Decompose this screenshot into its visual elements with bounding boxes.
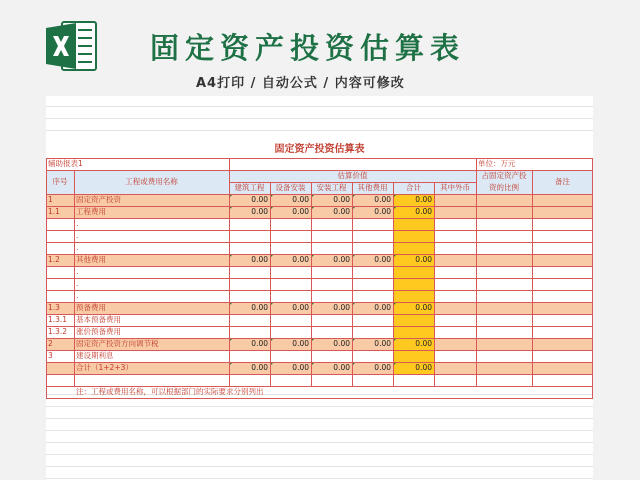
- row-seq: 1: [48, 195, 53, 205]
- value-cell[interactable]: [270, 350, 311, 362]
- grid-line: [46, 170, 593, 171]
- value-cell[interactable]: 0.00: [270, 254, 311, 266]
- spreadsheet[interactable]: [46, 96, 593, 480]
- row-seq: [46, 242, 74, 254]
- value-cell[interactable]: 0.00: [393, 206, 434, 218]
- grid-line: [46, 158, 593, 159]
- value-cell[interactable]: [229, 218, 270, 230]
- row-name[interactable]: .: [76, 219, 79, 229]
- header-equip: 设备安装: [275, 183, 306, 193]
- header-estimate: 估算价值: [337, 171, 368, 181]
- row-name[interactable]: 合计（1+2+3）: [76, 363, 133, 373]
- grid-line: [46, 278, 593, 279]
- value-cell[interactable]: 0.00: [393, 254, 434, 266]
- row-seq: [46, 230, 74, 242]
- value-cell[interactable]: 0.00: [352, 194, 393, 206]
- value-cell[interactable]: 0.00: [393, 338, 434, 350]
- grid-line: [229, 170, 230, 386]
- value-cell[interactable]: 0.00: [393, 194, 434, 206]
- value-cell[interactable]: [229, 230, 270, 242]
- value-cell[interactable]: 0.00: [393, 362, 434, 374]
- row-name[interactable]: 预备费用: [76, 303, 106, 313]
- row-name[interactable]: .: [76, 243, 79, 253]
- row-seq: 1.3: [48, 303, 60, 313]
- value-cell[interactable]: 0.00: [270, 338, 311, 350]
- form-number: 辅助报表1: [48, 159, 83, 169]
- value-cell[interactable]: [352, 242, 393, 254]
- table-note: 注：工程或费用名称，可以根据部门的实际要求分别列出: [76, 387, 264, 397]
- header-name: 工程或费用名称: [125, 177, 178, 187]
- grid-line: [434, 182, 435, 386]
- value-cell[interactable]: [311, 266, 352, 278]
- grid-line: [46, 350, 593, 351]
- page-subtitle: A4打印 / 自动公式 / 内容可修改: [196, 76, 405, 91]
- row-name[interactable]: 建设期利息: [76, 351, 114, 361]
- grid-line: [46, 158, 47, 398]
- value-cell[interactable]: 0.00: [229, 206, 270, 218]
- value-cell[interactable]: [229, 266, 270, 278]
- grid-line: [46, 398, 593, 399]
- grid-line: [46, 230, 593, 231]
- grid-line: [46, 442, 593, 443]
- row-name[interactable]: 工程费用: [76, 207, 106, 217]
- value-cell[interactable]: [311, 350, 352, 362]
- grid-line: [46, 290, 593, 291]
- value-cell[interactable]: 0.00: [311, 194, 352, 206]
- grid-line: [46, 106, 593, 107]
- value-cell[interactable]: 0.00: [352, 254, 393, 266]
- row-seq: 2: [48, 339, 53, 349]
- grid-line: [46, 338, 593, 339]
- row-seq: 3: [48, 351, 53, 361]
- value-cell[interactable]: 0.00: [229, 302, 270, 314]
- value-cell[interactable]: [270, 230, 311, 242]
- row-seq: [46, 362, 74, 374]
- grid-line: [46, 430, 593, 431]
- value-cell[interactable]: [393, 326, 434, 338]
- value-cell[interactable]: [352, 314, 393, 326]
- grid-line: [46, 266, 593, 267]
- value-cell[interactable]: [270, 314, 311, 326]
- grid-line: [352, 182, 353, 386]
- header-install: 安装工程: [316, 183, 347, 193]
- value-cell[interactable]: 0.00: [352, 302, 393, 314]
- header-total: 合计: [406, 183, 421, 193]
- value-cell[interactable]: [229, 242, 270, 254]
- row-name[interactable]: 固定资产投资: [76, 195, 121, 205]
- grid-line: [476, 170, 477, 386]
- value-cell[interactable]: [393, 242, 434, 254]
- unit-label: 单位：万元: [478, 159, 516, 169]
- row-seq: [46, 278, 74, 290]
- value-cell[interactable]: [311, 278, 352, 290]
- value-cell[interactable]: 0.00: [229, 194, 270, 206]
- grid-line: [476, 158, 477, 170]
- grid-line: [46, 454, 593, 455]
- header-other: 其他费用: [357, 183, 388, 193]
- grid-line: [311, 182, 312, 386]
- value-cell[interactable]: [270, 218, 311, 230]
- value-cell[interactable]: [229, 350, 270, 362]
- grid-line: [46, 194, 593, 195]
- value-cell[interactable]: [393, 278, 434, 290]
- value-cell[interactable]: [311, 326, 352, 338]
- grid-line: [46, 130, 593, 131]
- value-cell[interactable]: 0.00: [311, 254, 352, 266]
- value-cell[interactable]: 0.00: [311, 362, 352, 374]
- value-cell[interactable]: 0.00: [270, 362, 311, 374]
- grid-line: [270, 182, 271, 386]
- grid-line: [46, 302, 593, 303]
- row-seq: 1.2: [48, 255, 60, 265]
- value-cell[interactable]: 0.00: [229, 338, 270, 350]
- header-build: 建筑工程: [234, 183, 265, 193]
- header-seq: 序号: [52, 177, 68, 187]
- row-seq: 1.3.2: [48, 327, 68, 337]
- header-foreign: 其中外币: [440, 183, 470, 193]
- row-name[interactable]: .: [76, 291, 79, 301]
- value-cell[interactable]: [393, 218, 434, 230]
- grid-line: [46, 118, 593, 119]
- value-cell[interactable]: [229, 314, 270, 326]
- header-ratio: 占固定资产投资的比例: [481, 171, 527, 192]
- grid-line: [46, 314, 593, 315]
- value-cell[interactable]: 0.00: [270, 302, 311, 314]
- grid-line: [46, 218, 593, 219]
- grid-line: [46, 406, 593, 407]
- value-cell[interactable]: [393, 314, 434, 326]
- row-seq: [46, 218, 74, 230]
- row-seq: 1.3.1: [48, 315, 68, 325]
- value-cell[interactable]: [270, 278, 311, 290]
- grid-line: [46, 254, 593, 255]
- value-cell[interactable]: 0.00: [270, 206, 311, 218]
- grid-line: [532, 170, 533, 386]
- value-cell[interactable]: 0.00: [270, 194, 311, 206]
- grid-line: [46, 326, 593, 327]
- grid-line: [46, 206, 593, 207]
- row-name[interactable]: 其他费用: [76, 255, 106, 265]
- value-cell[interactable]: 0.00: [229, 362, 270, 374]
- value-cell[interactable]: [352, 278, 393, 290]
- value-cell[interactable]: [270, 242, 311, 254]
- header-remark: 备注: [555, 177, 570, 187]
- grid-line: [46, 478, 593, 479]
- value-cell[interactable]: 0.00: [311, 206, 352, 218]
- grid-line: [393, 182, 394, 386]
- value-cell[interactable]: 0.00: [352, 206, 393, 218]
- page-title: 固定资产投资估算表: [150, 31, 466, 65]
- row-name[interactable]: .: [76, 279, 79, 289]
- value-cell[interactable]: [393, 230, 434, 242]
- row-seq: [46, 290, 74, 302]
- value-cell[interactable]: [311, 218, 352, 230]
- row-seq: 1.1: [48, 207, 60, 217]
- value-cell[interactable]: [352, 350, 393, 362]
- value-cell[interactable]: [270, 290, 311, 302]
- grid-line: [229, 158, 230, 170]
- value-cell[interactable]: [270, 326, 311, 338]
- value-cell[interactable]: [229, 326, 270, 338]
- grid-line: [74, 170, 75, 386]
- grid-line: [46, 466, 593, 467]
- row-name[interactable]: .: [76, 267, 79, 277]
- value-cell[interactable]: [229, 290, 270, 302]
- value-cell[interactable]: 0.00: [393, 302, 434, 314]
- value-cell[interactable]: [393, 290, 434, 302]
- sheet-title: 固定资产投资估算表: [274, 143, 365, 155]
- value-cell[interactable]: [352, 326, 393, 338]
- row-name[interactable]: 涨价预备费用: [76, 327, 121, 337]
- grid-line: [46, 242, 593, 243]
- value-cell[interactable]: 0.00: [352, 338, 393, 350]
- value-cell[interactable]: [311, 290, 352, 302]
- row-name[interactable]: .: [76, 231, 79, 241]
- value-cell[interactable]: [270, 266, 311, 278]
- banner: [0, 0, 640, 100]
- value-cell[interactable]: [311, 242, 352, 254]
- value-cell[interactable]: [352, 230, 393, 242]
- value-cell[interactable]: [311, 314, 352, 326]
- value-cell[interactable]: [393, 350, 434, 362]
- value-cell[interactable]: [393, 266, 434, 278]
- grid-line: [592, 158, 593, 398]
- value-cell[interactable]: 0.00: [311, 302, 352, 314]
- grid-line: [46, 362, 593, 363]
- value-cell[interactable]: [352, 218, 393, 230]
- value-cell[interactable]: [229, 278, 270, 290]
- row-name[interactable]: 固定资产投资方向调节税: [76, 339, 159, 349]
- value-cell[interactable]: [311, 230, 352, 242]
- value-cell[interactable]: [352, 290, 393, 302]
- row-seq: [46, 266, 74, 278]
- grid-line: [46, 374, 593, 375]
- row-name[interactable]: 基本预备费用: [76, 315, 121, 325]
- grid-line: [46, 418, 593, 419]
- value-cell[interactable]: 0.00: [229, 254, 270, 266]
- grid-line: [46, 386, 593, 387]
- value-cell[interactable]: 0.00: [311, 338, 352, 350]
- value-cell[interactable]: 0.00: [352, 362, 393, 374]
- excel-logo-icon: [44, 20, 98, 72]
- value-cell[interactable]: [352, 266, 393, 278]
